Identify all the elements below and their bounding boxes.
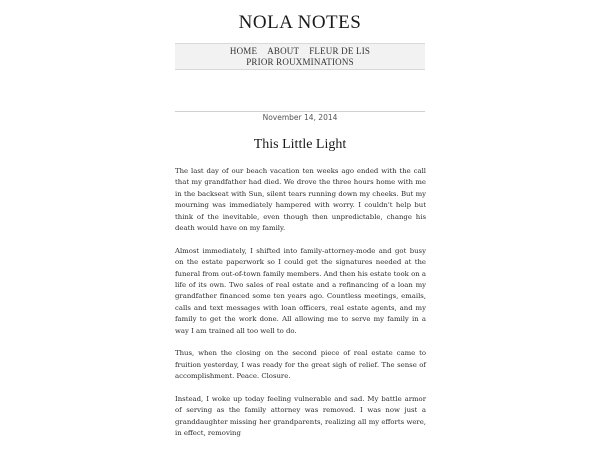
post-title[interactable]: This Little Light (253, 137, 347, 152)
nav-row-secondary (175, 57, 425, 68)
nav-item-fleur-de-lis[interactable]: FLEUR DE LIS (309, 46, 371, 56)
nav-item-about[interactable]: ABOUT (267, 46, 300, 56)
main-navigation (175, 43, 425, 70)
post-paragraph: Thus, when the closing on the second piece of real estate came to fruition yesterday, I was ready for the great sigh of relief. The sense of accomplishment. Peace. Closure. (175, 349, 426, 381)
nav-item-prior-rouxminations[interactable]: PRIOR ROUXMINATIONS (246, 57, 354, 67)
site-title[interactable]: NOLA NOTES (238, 12, 362, 33)
post-date[interactable]: November 14, 2014 (257, 113, 344, 122)
post-paragraph: The last day of our beach vacation ten weeks ago ended with the call that my grandfather had died. We drove the three hours home with me in the backseat with Sun, silent tears running down my cheeks. But my mourning was immediately hampered with worry. I couldn't help but think of the inevitable, even though then unpredictable, change his death would have on my family. (175, 167, 426, 233)
nav-row-primary (175, 46, 425, 57)
nav-item-home[interactable]: HOME (229, 46, 258, 56)
post-paragraph: Instead, I woke up today feeling vulnerable and sad. My battle armor of serving as the family attorney was removed. I was now just a granddaughter missing her grandparents, realizing all my efforts were, in effect, removing (175, 395, 426, 438)
post-date-divider (175, 105, 425, 122)
post-body (175, 166, 426, 451)
post-paragraph: Almost immediately, I shifted into family-attorney-mode and got busy on the estate paperwork so I could get the signatures needed at the funeral from out-of-town family members. And then his estate took on a life of its own. Two sales of real estate and a refinancing of a loan my grandfather financed some ten years ago. Countless meetings, emails, calls and text messages with loan officers, real estate agents, and my family to get the work done. All allowing me to serve my family in a way I am trained all too well to do. (175, 246, 426, 335)
